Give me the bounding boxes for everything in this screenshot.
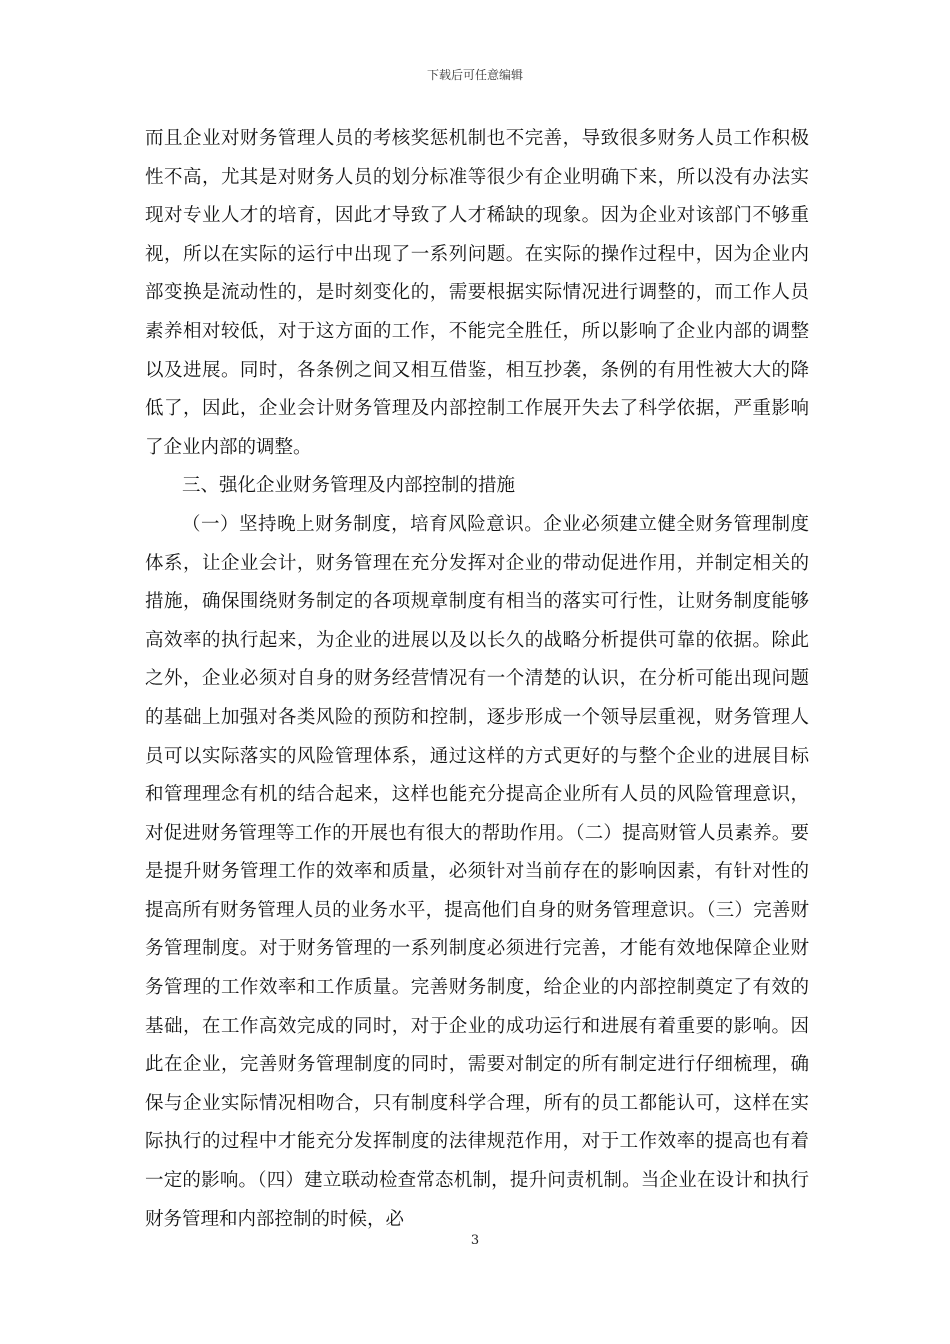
page-number: 3 bbox=[470, 1233, 480, 1248]
page-header: 下载后可任意编辑 bbox=[426, 68, 523, 82]
section-heading: 三、强化企业财务管理及内部控制的措施 bbox=[182, 475, 516, 497]
body-paragraph: 而且企业对财务管理人员的考核奖惩机制也不完善，导致很多财务人员工作积极性不高，尤其是对财务人员的划分标准等很少有企业明确下来，所以没有办法实现对专业人才的培育，因此才导致了人才稀缺的现象。因为企业对该部门不够重视，所以在实际的运行中出现了一系列问题。在实际的操作过程中，因为企业内部变换是流动性的，是时刻变化的，需要根据实际情况进行调整的，而工作人员素养相对较低，对于这方面的工作，不能完全胜任，所以影响了企业内部的调整以及进展。同时，各条例之间又相互借鉴，相互抄袭，条例的有用性被大大的降低了，因此，企业会计财务管理及内部控制工作展开失去了科学依据，严重影响了企业内部的调整。 bbox=[145, 128, 809, 458]
document-body bbox=[145, 120, 809, 1239]
body-paragraph: （一）坚持晚上财务制度，培育风险意识。企业必须建立健全财务管理制度体系，让企业会计，财务管理在充分发挥对企业的带动促进作用，并制定相关的措施，确保围绕财务制定的各项规章制度有相当的落实可行性，让财务制度能够高效率的执行起来，为企业的进展以及以长久的战略分析提供可靠的依据。除此之外，企业必须对自身的财务经营情况有一个清楚的认识，在分析可能出现问题的基础上加强对各类风险的预防和控制，逐步形成一个领导层重视，财务管理人员可以实际落实的风险管理体系，通过这样的方式更好的与整个企业的进展目标和管理理念有机的结合起来，这样也能充分提高企业所有人员的风险管理意识，对促进财务管理等工作的开展也有很大的帮助作用。（二）提高财管人员素养。要是提升财务管理工作的效率和质量，必须针对当前存在的影响因素，有针对性的提高所有财务管理人员的业务水平，提高他们自身的财务管理意识。（三）完善财务管理制度。对于财务管理的一系列制度必须进行完善，才能有效地保障企业财务管理的工作效率和工作质量。完善财务制度，给企业的内部控制奠定了有效的基础，在工作高效完成的同时，对于企业的成功运行和进展有着重要的影响。因此在企业，完善财务管理制度的同时，需要对制定的所有制定进行仔细梳理，确保与企业实际情况相吻合，只有制度科学合理，所有的员工都能认可，这样在实际执行的过程中才能充分发挥制度的法律规范作用，对于工作效率的提高也有着一定的影响。（四）建立联动检查常态机制，提升问责机制。当企业在设计和执行财务管理和内部控制的时候，必 bbox=[145, 513, 809, 1230]
